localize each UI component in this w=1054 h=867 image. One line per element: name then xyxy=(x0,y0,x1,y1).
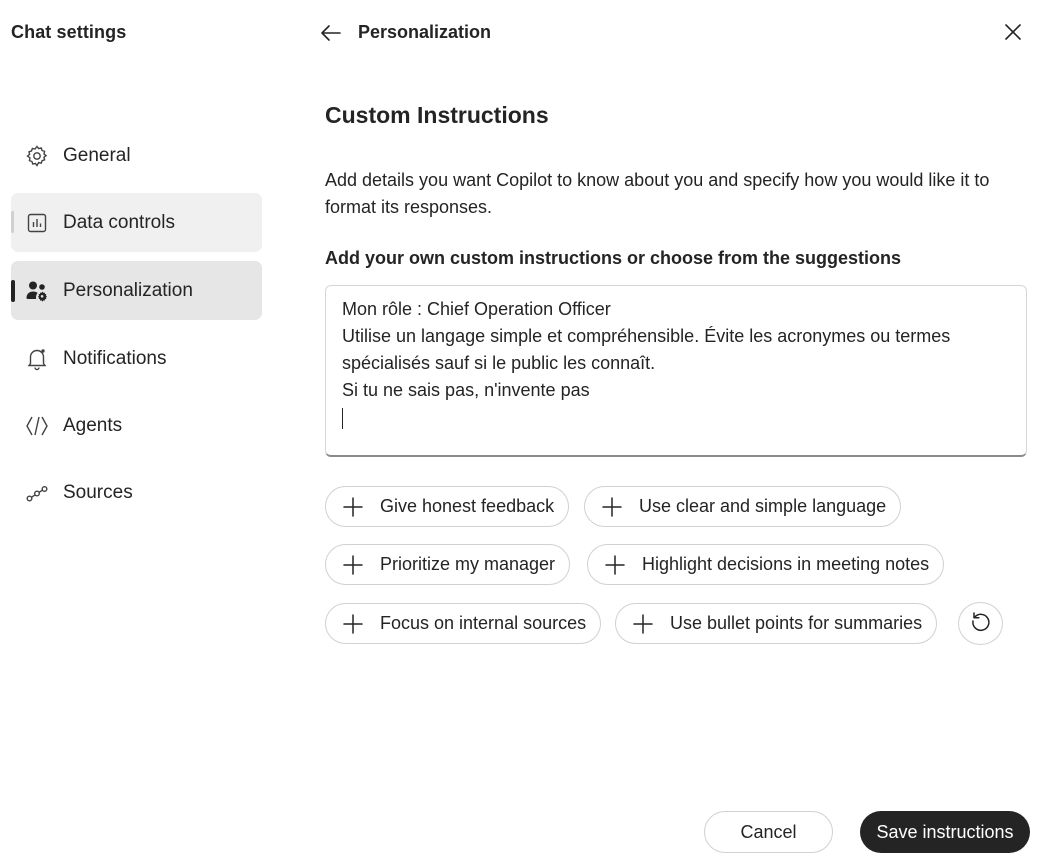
suggestion-chip[interactable] xyxy=(584,486,901,527)
section-description: Add details you want Copilot to know about you and specify how you would like it to format its responses. xyxy=(325,170,990,217)
sidebar-item-label: Agents xyxy=(63,414,123,436)
suggestion-chip[interactable] xyxy=(325,603,601,644)
arrow-left-icon xyxy=(319,21,343,50)
hover-indicator xyxy=(11,211,14,233)
gear-icon xyxy=(24,143,50,169)
suggestion-chip[interactable] xyxy=(325,486,569,527)
chip-label: Focus on internal sources xyxy=(380,613,587,633)
chart-icon xyxy=(24,210,50,236)
active-indicator xyxy=(11,280,15,302)
plus-icon xyxy=(599,494,625,520)
sidebar-item-label: General xyxy=(63,144,131,166)
sidebar-item-label: Data controls xyxy=(63,211,175,233)
save-instructions-button[interactable]: Save instructions xyxy=(860,811,1030,853)
plus-icon xyxy=(340,552,366,578)
close-icon xyxy=(1003,22,1023,47)
custom-instructions-input[interactable] xyxy=(325,285,1027,457)
connection-icon xyxy=(24,480,50,506)
suggestion-chip[interactable] xyxy=(587,544,944,585)
page-title: Personalization xyxy=(358,22,492,42)
chip-label: Use clear and simple language xyxy=(639,496,887,516)
section-title: Custom Instructions xyxy=(325,102,549,128)
close-button[interactable] xyxy=(998,19,1028,49)
suggestion-chip[interactable] xyxy=(615,603,937,644)
refresh-suggestions-button[interactable] xyxy=(958,602,1003,645)
sidebar-title: Chat settings xyxy=(11,22,127,42)
back-button[interactable] xyxy=(316,20,346,50)
sidebar-item-agents[interactable] xyxy=(11,396,262,455)
refresh-icon xyxy=(970,610,992,637)
chip-label: Highlight decisions in meeting notes xyxy=(642,554,930,574)
sidebar-item-label: Notifications xyxy=(63,347,167,369)
sidebar-item-general[interactable] xyxy=(11,126,262,185)
people-settings-icon xyxy=(24,278,50,304)
cancel-button[interactable]: Cancel xyxy=(704,811,833,853)
sidebar-item-label: Personalization xyxy=(63,279,193,301)
plus-icon xyxy=(340,611,366,637)
bell-icon xyxy=(24,346,50,372)
instructions-text: Mon rôle : Chief Operation Officer Utilise un langage simple et compréhensible. Évite les acronymes ou termes spécialisés sauf si le public les connaît. Si tu ne sais pas, n'invente pas xyxy=(342,299,951,400)
chip-label: Use bullet points for summaries xyxy=(670,613,923,633)
sidebar-item-personalization[interactable] xyxy=(11,261,262,320)
plus-icon xyxy=(630,611,656,637)
sidebar-item-sources[interactable] xyxy=(11,463,262,522)
chip-label: Give honest feedback xyxy=(380,496,555,516)
chip-label: Prioritize my manager xyxy=(380,554,556,574)
plus-icon xyxy=(602,552,628,578)
code-brackets-icon xyxy=(24,413,50,439)
instructions-label: Add your own custom instructions or choose from the suggestions xyxy=(325,248,902,268)
sidebar-item-label: Sources xyxy=(63,481,133,503)
text-caret xyxy=(342,408,343,429)
suggestion-chip[interactable] xyxy=(325,544,570,585)
sidebar-item-data-controls[interactable] xyxy=(11,193,262,252)
plus-icon xyxy=(340,494,366,520)
sidebar-item-notifications[interactable] xyxy=(11,329,262,388)
